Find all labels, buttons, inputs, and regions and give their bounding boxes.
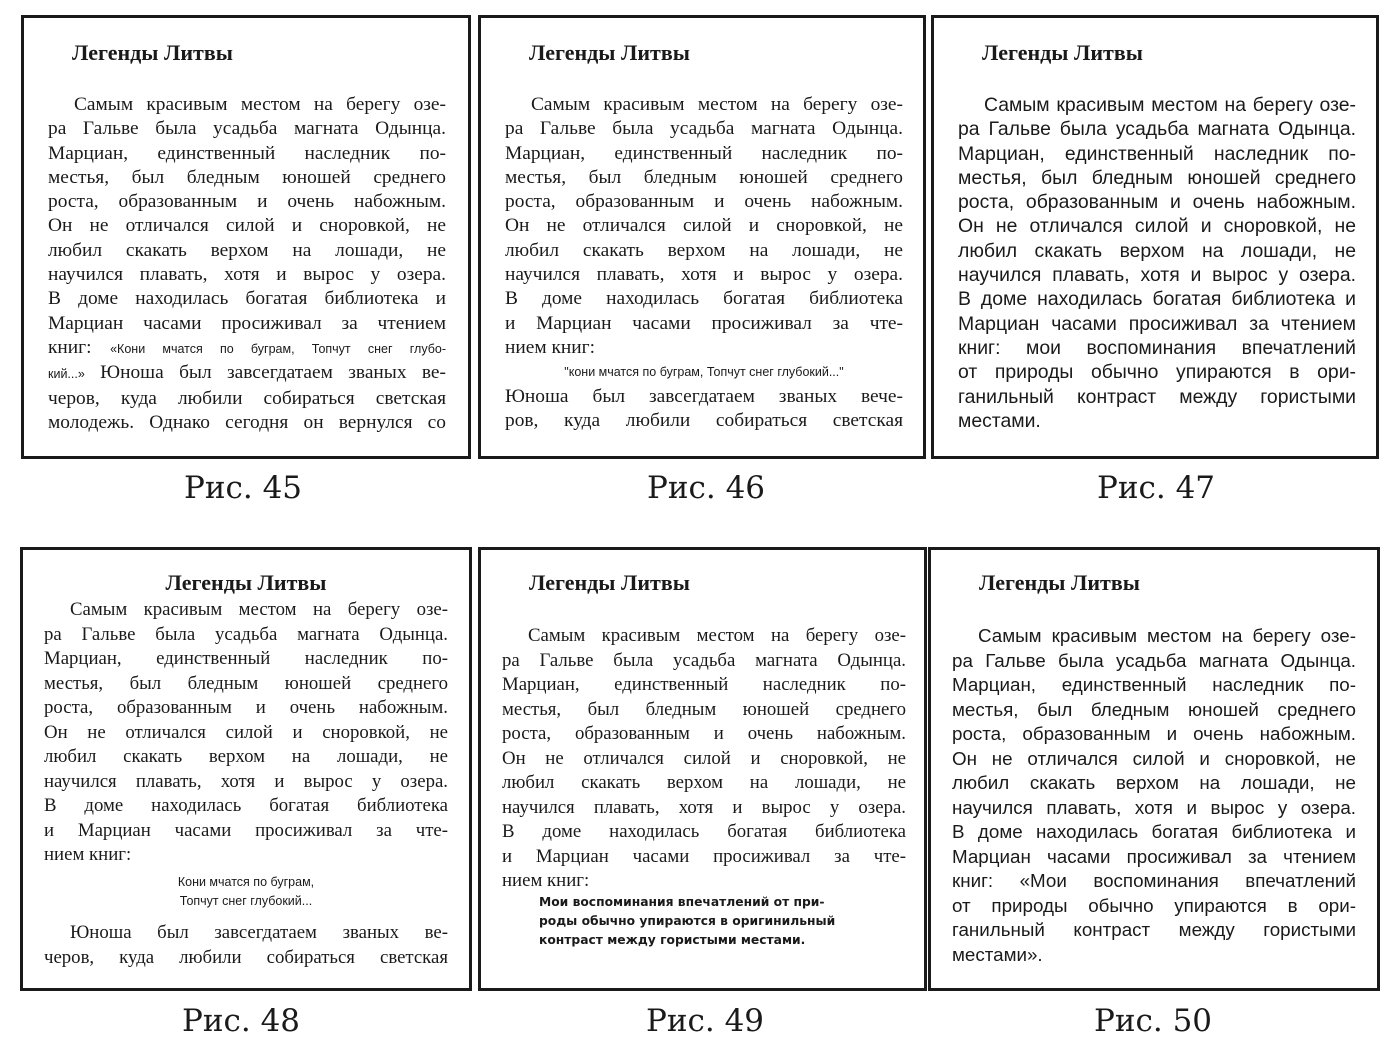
text-line: местья, был бледным юношей среднего (48, 166, 446, 188)
text-line: Самым красивым местом на берегу озе- (984, 94, 1356, 116)
text-line: Он не отличался силой и сноровкой, не (48, 215, 446, 237)
figure-body (44, 598, 448, 868)
text-line: Марциан, единственный наследник по- (952, 674, 1356, 695)
text-line: роста, образованным и очень набожным. (952, 723, 1356, 744)
text-line: ганильный контраст между гористыми (952, 919, 1356, 940)
text-line: научился плавать, хотя и вырос у озера. (952, 796, 1356, 818)
quote-segment: «Кони мчатся по буграм, Топчут снег глубо- (110, 341, 446, 356)
text-line: Он не отличался силой и сноровкой, не (44, 721, 448, 743)
quote-line: Мои воспоминания впечатлений от при- (539, 895, 825, 909)
text-line: Юноша был завсегдатаем званых ве- (70, 922, 448, 943)
text-line: Марциан, единственный наследник по- (502, 674, 906, 695)
text-line: Юноша был завсегдатаем званых вече- (505, 385, 903, 407)
quote-segment: кий...» (48, 367, 85, 382)
text-line: ра Гальве была усадьба магната Одынца. (505, 118, 903, 140)
figure-caption: Рис. 47 (1096, 470, 1216, 506)
text-line: роста, образованным и очень набожным. (502, 723, 906, 744)
figure-body (502, 624, 906, 894)
text-line: и Марциан часами просиживал за чте- (44, 819, 448, 841)
text-line: нием книг: (502, 870, 590, 891)
text-line: научился плавать, хотя и вырос у озера. (505, 264, 903, 286)
verse-line: Кони мчатся по буграм, (177, 875, 315, 889)
text-line: ров, куда любили собираться светская (505, 409, 903, 431)
text-line: и Марциан часами просиживал за чте- (502, 845, 906, 867)
verse-line: Топчут снег глубокий... (179, 894, 313, 908)
text-line: Марциан, единственный наследник по- (958, 142, 1356, 165)
text-line: В доме находилась богатая библиотека (505, 288, 903, 310)
text-line: Марциан часами просиживал за чтением (958, 312, 1356, 335)
text-line: от природы обычно упираются в ори- (952, 894, 1356, 916)
text-line: Марциан, единственный наследник по- (44, 648, 448, 669)
figure-caption: Рис. 48 (181, 1003, 301, 1039)
text-line: Он не отличался силой и сноровкой, не (952, 747, 1356, 769)
figure-caption: Рис. 45 (183, 470, 303, 506)
text-segment: книг: (48, 336, 92, 358)
text-line: роста, образованным и очень набожным. (505, 191, 903, 213)
figure-title: Легенды Литвы (982, 40, 1143, 65)
text-line: В доме находилась богатая библиотека (502, 821, 906, 842)
text-line: местами». (952, 943, 1043, 965)
text-line: местья, был бледным юношей среднего (505, 166, 903, 188)
text-line: любил скакать верхом на лошади, не (48, 239, 446, 261)
text-line: ра Гальве была усадьба магната Одынца. (952, 649, 1356, 671)
text-line: местья, был бледным юношей среднего (44, 672, 448, 694)
text-line: Он не отличался силой и сноровкой, не (502, 747, 906, 769)
text-line: местами. (958, 409, 1041, 432)
text-line: нием книг: (44, 844, 132, 865)
text-line: Он не отличался силой и сноровкой, не (505, 215, 903, 237)
text-line: местья, был бледным юношей среднего (958, 166, 1356, 189)
text-line: ра Гальве была усадьба магната Одынца. (48, 118, 446, 140)
text-line (48, 336, 446, 361)
text-line: черов, куда любили собираться светская (48, 387, 446, 409)
text-line: научился плавать, хотя и вырос у озера. (958, 264, 1356, 287)
text-line: любил скакать верхом на лошади, не (44, 746, 448, 767)
figure-caption: Рис. 49 (645, 1003, 765, 1039)
text-line: любил скакать верхом на лошади, не (958, 239, 1356, 262)
text-line: Самым красивым местом на берегу озе- (531, 94, 903, 115)
text-line: В доме находилась богатая библиотека (44, 795, 448, 816)
figure-body-continued (44, 921, 448, 970)
figure-48-panel (20, 547, 472, 991)
text-line: любил скакать верхом на лошади, не (952, 772, 1356, 793)
text-line (48, 361, 446, 386)
text-line: книг: «Мои воспоминания впечатлений (952, 870, 1356, 891)
text-line: Марциан часами просиживал за чтением (48, 312, 446, 334)
text-line: В доме находилась богатая библиотека и (48, 288, 446, 310)
quote-line: "кони мчатся по буграм, Топчут снег глубокий..." (564, 365, 844, 380)
figure-body (505, 93, 903, 433)
text-line: Марциан, единственный наследник по- (505, 142, 903, 164)
figure-title: Легенды Литвы (529, 40, 690, 65)
text-line: роста, образованным и очень набожным. (958, 191, 1356, 214)
text-line: и Марциан часами просиживал за чте- (505, 312, 903, 334)
figure-body (952, 624, 1356, 967)
figure-title: Легенды Литвы (165, 570, 327, 595)
quote-line: роды обычно упираются в оригинильный (539, 914, 836, 928)
text-line: молодежь. Однако сегодня он вернулся со (48, 411, 446, 433)
text-line: Он не отличался силой и сноровкой, не (958, 215, 1356, 238)
figure-47-panel (931, 15, 1379, 459)
text-line: В доме находилась богатая библиотека и (958, 288, 1356, 311)
text-line: Самым красивым местом на берегу озе- (70, 599, 448, 620)
quote-block (539, 893, 835, 950)
text-line: роста, образованным и очень набожным. (44, 697, 448, 718)
text-line: от природы обычно упираются в ори- (958, 361, 1356, 384)
figure-45-panel (21, 15, 471, 459)
text-line: научился плавать, хотя и вырос у озера. (48, 264, 446, 286)
figure-46-panel (478, 15, 926, 459)
text-line: ра Гальве была усадьба магната Одынца. (958, 118, 1356, 141)
text-line: Самым красивым местом на берегу озе- (528, 625, 906, 646)
figure-49-panel (478, 547, 927, 991)
figure-caption: Рис. 50 (1093, 1003, 1213, 1039)
text-line: ра Гальве была усадьба магната Одынца. (502, 649, 906, 671)
quote-line: контраст между гористыми местами. (539, 933, 806, 947)
text-line: местья, был бледным юношей среднего (502, 698, 906, 720)
text-line: местья, был бледным юношей среднего (952, 698, 1356, 720)
figure-body (958, 93, 1356, 433)
text-line: научился плавать, хотя и вырос у озера. (502, 796, 906, 818)
figure-50-panel (928, 547, 1380, 991)
figure-body (48, 93, 446, 435)
text-line: В доме находилась богатая библиотека и (952, 821, 1356, 842)
text-line: научился плавать, хотя и вырос у озера. (44, 770, 448, 792)
text-line: ганильный контраст между гористыми (958, 385, 1356, 408)
text-segment: Юноша был завсегдатаем званых ве- (100, 362, 446, 384)
text-line: ра Гальве была усадьба магната Одынца. (44, 623, 448, 645)
text-line: нием книг: (505, 336, 595, 358)
text-line: Самым красивым местом на берегу озе- (978, 625, 1356, 646)
figure-title: Легенды Литвы (72, 40, 233, 65)
text-line: черов, куда любили собираться светская (44, 946, 448, 968)
verse-block (23, 873, 469, 911)
text-line: любил скакать верхом на лошади, не (505, 239, 903, 261)
text-line: Марциан, единственный наследник по- (48, 142, 446, 164)
figure-title: Легенды Литвы (529, 570, 690, 595)
text-line: Самым красивым местом на берегу озе- (74, 94, 446, 115)
text-line: книг: мои воспоминания впечатлений (958, 336, 1356, 359)
figure-title: Легенды Литвы (979, 570, 1140, 595)
text-line: Марциан часами просиживал за чтением (952, 845, 1356, 867)
figure-caption: Рис. 46 (646, 470, 766, 506)
text-line: роста, образованным и очень набожным. (48, 191, 446, 213)
text-line: любил скакать верхом на лошади, не (502, 772, 906, 793)
